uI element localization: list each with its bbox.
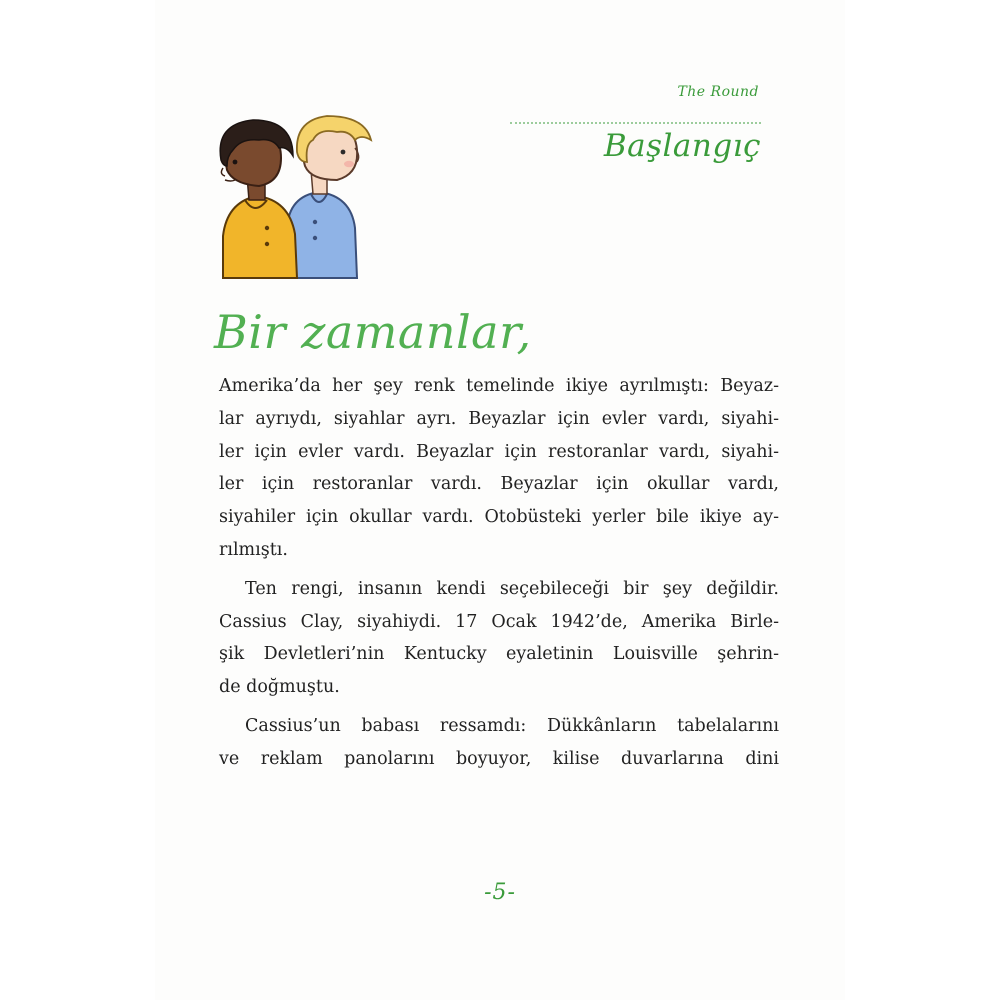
text-line: siyahiler için okullar vardı. Otobüsteki yerler bile ikiye ay-: [219, 507, 779, 528]
chapter-title: Bir zamanlar,: [214, 305, 532, 359]
text-line: Ten rengi, insanın kendi seçebileceği bir şey değildir.: [245, 578, 779, 599]
text-line: lar ayrıydı, siyahlar ayrı. Beyazlar için evler vardı, siyahi-: [219, 408, 779, 429]
text-line: Cassius Clay, siyahiydi. 17 Ocak 1942’de, Amerika Birle-: [219, 611, 779, 632]
running-header: [500, 84, 765, 174]
children-illustration-icon: [215, 110, 380, 280]
text-line: şik Devletleri’nin Kentucky eyaletinin Louisville şehrin-: [219, 644, 779, 665]
text-line: ler için evler vardı. Beyazlar için restoranlar vardı, siyahi-: [219, 441, 779, 462]
header-small-label: The Round: [677, 84, 759, 100]
body-text: [219, 370, 779, 776]
text-line: rılmıştı.: [219, 539, 288, 560]
text-line: ve reklam panolarını boyuyor, kilise duvarlarına dini: [219, 748, 779, 769]
page-number: -5-: [484, 880, 516, 905]
section-title: Başlangıç: [603, 128, 761, 164]
text-line: Cassius’un babası ressamdı: Dükkânların tabelalarını: [245, 715, 779, 736]
text-line: ler için restoranlar vardı. Beyazlar için okullar vardı,: [219, 474, 779, 495]
text-line: Amerika’da her şey renk temelinde ikiye ayrılmıştı: Beyaz-: [219, 376, 779, 396]
text-line: de doğmuştu.: [219, 677, 340, 698]
children-illustration: [215, 110, 380, 280]
header-divider: [510, 122, 761, 124]
